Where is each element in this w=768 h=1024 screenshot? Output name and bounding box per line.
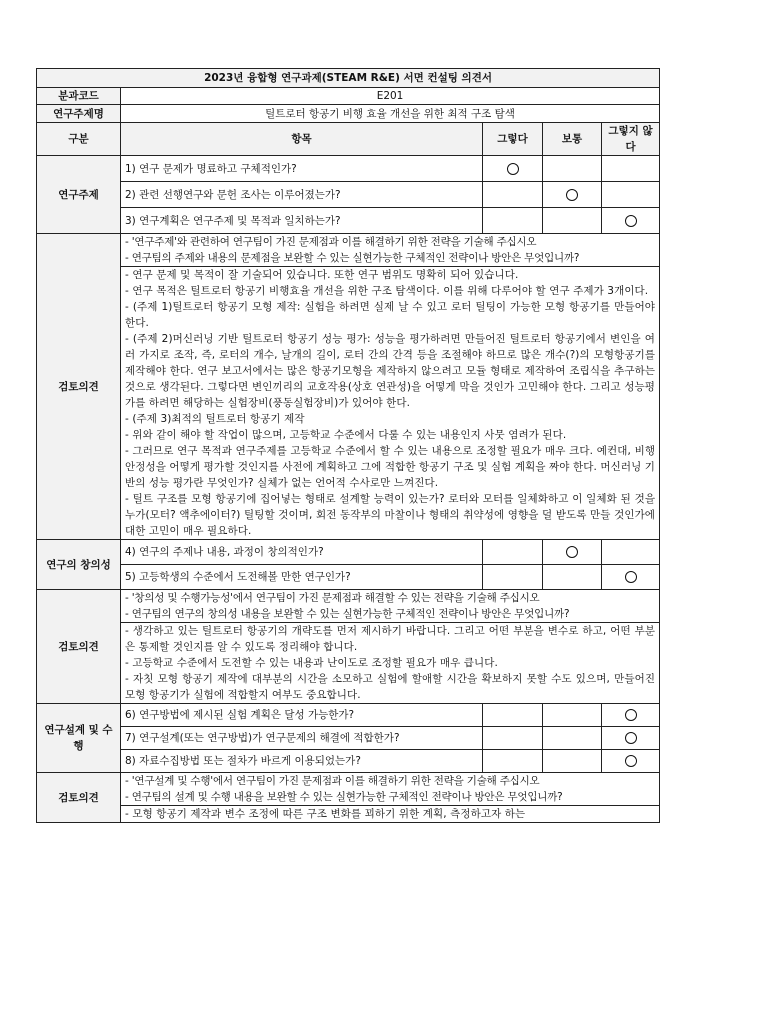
question-7: 7) 연구설계(또는 연구방법)가 연구문제의 해결에 적합한가? (121, 727, 483, 750)
q2-no-cell[interactable] (602, 182, 660, 208)
review-paragraph: - 고등학교 수준에서 도전할 수 있는 내용과 난이도로 조정할 필요가 매우 큽니다. (125, 657, 498, 669)
circle-mark-icon (625, 709, 637, 721)
form-title: 2023년 융합형 연구과제(STEAM R&E) 서면 컨설팅 의견서 (37, 69, 660, 88)
q3-normal-cell[interactable] (543, 208, 602, 234)
review-paragraph: - 자칫 모형 항공기 제작에 대부분의 시간을 소모하고 실험에 할애할 시간을 확보하지 못할 수도 있으며, 만들어진 모형 항공기가 실험에 적합할지 여부도 중요합니다. (125, 673, 656, 701)
question-2: 2) 관련 선행연구와 문헌 조사는 이루어졌는가? (121, 182, 483, 208)
topic-value: 틸트로터 항공기 비행 효율 개선을 위한 최적 구조 탐색 (121, 105, 660, 123)
circle-mark-icon (625, 732, 637, 744)
question-6: 6) 연구방법에 제시된 실험 계획은 달성 가능한가? (121, 704, 483, 727)
header-yes: 그렇다 (483, 123, 543, 156)
guide-text-1 (121, 234, 660, 267)
q4-normal-cell[interactable] (543, 540, 602, 565)
q5-normal-cell[interactable] (543, 565, 602, 590)
review-paragraph: - (주제 3)최적의 틸트로터 항공기 제작 (125, 413, 305, 425)
review-paragraph: - 생각하고 있는 틸트로터 항공기의 개략도를 먼저 제시하기 바랍니다. 그리고 어떤 부분을 변수로 하고, 어떤 부분은 통제할 것인지를 알 수 있도록 정리해야 합니다. (125, 625, 656, 653)
q1-normal-cell[interactable] (543, 156, 602, 182)
review-label-3: 검토의견 (37, 773, 121, 823)
q2-yes-cell[interactable] (483, 182, 543, 208)
circle-mark-icon (566, 189, 578, 201)
question-4: 4) 연구의 주제나 내용, 과정이 창의적인가? (121, 540, 483, 565)
guide-line: - 연구팀의 연구의 창의성 내용을 보완할 수 있는 실현가능한 구체적인 전략이나 방안은 무엇입니까? (125, 608, 570, 620)
code-value: E201 (121, 88, 660, 105)
q5-no-cell[interactable] (602, 565, 660, 590)
section-name-design: 연구설계 및 수행 (37, 704, 121, 773)
guide-line: - 연구팀의 설계 및 수행 내용을 보완할 수 있는 실현가능한 구체적인 전략이나 방안은 무엇입니까? (125, 791, 563, 803)
q4-yes-cell[interactable] (483, 540, 543, 565)
review-paragraph: - 틸트 구조를 모형 항공기에 집어넣는 형태로 설계할 능력이 있는가? 로터와 모터를 일체화하고 이 일체화 된 것을 누가(모터? 액추에이터?) 틸팅할 것이며, 회전 동작부의 마찰이나 형태의 취약성에 영향을 덜 받도록 만들 것인가에 대한 고민이 매우 필요하다. (125, 493, 656, 537)
q1-no-cell[interactable] (602, 156, 660, 182)
q2-normal-cell[interactable] (543, 182, 602, 208)
question-5: 5) 고등학생의 수준에서 도전해볼 만한 연구인가? (121, 565, 483, 590)
header-item: 항목 (121, 123, 483, 156)
review-body-3 (121, 806, 660, 823)
q1-yes-cell[interactable] (483, 156, 543, 182)
circle-mark-icon (566, 546, 578, 558)
circle-mark-icon (625, 755, 637, 767)
section-name-topic: 연구주제 (37, 156, 121, 234)
guide-line: - '연구주제'와 관련하여 연구팀이 가진 문제점과 이를 해결하기 위한 전략을 기술해 주십시오 (125, 236, 537, 248)
q7-yes-cell[interactable] (483, 727, 543, 750)
question-3: 3) 연구계획은 연구주제 및 목적과 일치하는가? (121, 208, 483, 234)
header-no: 그렇지 않다 (602, 123, 660, 156)
guide-line: - 연구팀의 주제와 내용의 문제점을 보완할 수 있는 실현가능한 구체적인 전략이나 방안은 무엇입니까? (125, 252, 580, 264)
q5-yes-cell[interactable] (483, 565, 543, 590)
q7-no-cell[interactable] (602, 727, 660, 750)
q6-normal-cell[interactable] (543, 704, 602, 727)
review-paragraph: - 모형 항공기 제작과 변수 조정에 따른 구조 변화를 꾀하기 위한 계획, 측정하고자 하는 (125, 808, 526, 820)
review-paragraph: - (주제 2)머신러닝 기반 틸트로터 항공기 성능 평가: 성능을 평가하려면 만들어진 틸트로터 항공기에서 변인을 여러 가지로 조작, 즉, 로터의 개수, 날개의 길이, 로터 간의 간격 등을 조절해야 하므로 많은 개수(?)의 모형항공기를 제작해야 한다. 연구 보고서에서는 많은 항공기모형을 제작하지 않으려고 모듈 형태로 제작하여 조립식을 추구하는 것으로 생각된다. 그렇다면 변인끼리의 교호작용(상호 연관성)을 어떻게 막을 것인가 고민해야 한다. 그리고 성능평가를 하려면 해당하는 실험장비(풍동실험장비)가 있어야 한다. (125, 333, 656, 409)
q3-no-cell[interactable] (602, 208, 660, 234)
guide-line: - '창의성 및 수행가능성'에서 연구팀이 가진 문제점과 해결할 수 있는 전략을 기술해 주십시오 (125, 592, 540, 604)
review-paragraph: - 위와 같이 해야 할 작업이 많으며, 고등학교 수준에서 다룰 수 있는 내용인지 사뭇 염려가 된다. (125, 429, 567, 441)
header-category: 구분 (37, 123, 121, 156)
q3-yes-cell[interactable] (483, 208, 543, 234)
section-name-creativity: 연구의 창의성 (37, 540, 121, 590)
circle-mark-icon (507, 163, 519, 175)
q6-no-cell[interactable] (602, 704, 660, 727)
guide-text-2 (121, 590, 660, 623)
header-normal: 보통 (543, 123, 602, 156)
question-1: 1) 연구 문제가 명료하고 구체적인가? (121, 156, 483, 182)
review-body-2 (121, 623, 660, 704)
consulting-form-table (36, 68, 660, 823)
q8-normal-cell[interactable] (543, 750, 602, 773)
q8-no-cell[interactable] (602, 750, 660, 773)
review-paragraph: - 연구 문제 및 목적이 잘 기술되어 있습니다. 또한 연구 범위도 명확히 되어 있습니다. (125, 269, 519, 281)
circle-mark-icon (625, 571, 637, 583)
q8-yes-cell[interactable] (483, 750, 543, 773)
review-paragraph: - (주제 1)틸트로터 항공기 모형 제작: 실험을 하려면 실제 날 수 있고 로터 틸팅이 가능한 모형 항공기를 만들어야 한다. (125, 301, 656, 329)
q4-no-cell[interactable] (602, 540, 660, 565)
circle-mark-icon (625, 215, 637, 227)
review-paragraph: - 그러므로 연구 목적과 연구주제를 고등학교 수준에서 할 수 있는 내용으로 조정할 필요가 매우 크다. 예컨대, 비행 안정성을 어떻게 평가할 것인지를 사전에 계획하고 그에 적합한 항공기 구조 및 실험 계획을 짜야 한다. 머신러닝 기반의 성능 평가란 무엇인가? 실체가 없는 언어적 수사로만 느껴진다. (125, 445, 656, 489)
review-body-1 (121, 267, 660, 540)
question-8: 8) 자료수집방법 또는 절차가 바르게 이용되었는가? (121, 750, 483, 773)
guide-line: - '연구설계 및 수행'에서 연구팀이 가진 문제점과 이를 해결하기 위한 전략을 기술해 주십시오 (125, 775, 540, 787)
guide-text-3 (121, 773, 660, 806)
q7-normal-cell[interactable] (543, 727, 602, 750)
review-label-1: 검토의견 (37, 234, 121, 540)
topic-label: 연구주제명 (37, 105, 121, 123)
review-label-2: 검토의견 (37, 590, 121, 704)
q6-yes-cell[interactable] (483, 704, 543, 727)
code-label: 분과코드 (37, 88, 121, 105)
review-paragraph: - 연구 목적은 틸트로터 항공기 비행효율 개선을 위한 구조 탐색이다. 이를 위해 다루어야 할 연구 주제가 3개이다. (125, 285, 649, 297)
